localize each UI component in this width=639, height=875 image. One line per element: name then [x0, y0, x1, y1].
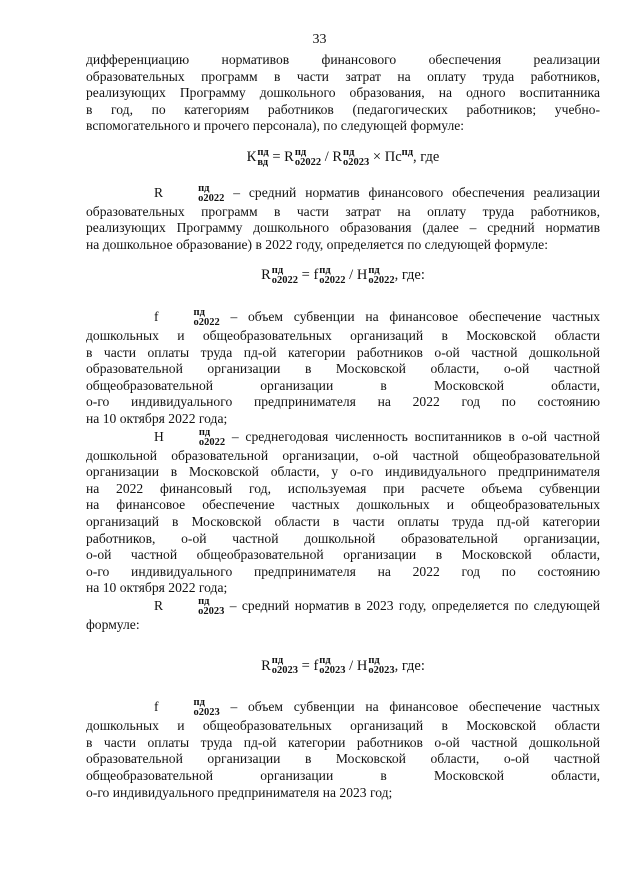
- definition-f-2023: [86, 698, 600, 801]
- definition-r-2023: [86, 597, 600, 634]
- definition-first-line: R пд о2022 – средний норматив финансового обеспечения реализации: [154, 182, 600, 204]
- text-line: общеобразовательной организации в Московской области,: [86, 377, 600, 393]
- symbol-k-vd: К пд вд: [246, 146, 269, 168]
- definition-first-line: f пд о2023 – объем субвенции на финансовое обеспечение частных: [154, 697, 600, 719]
- text-line: образовательных программ в части затрат на оплату труда работников,: [86, 68, 600, 84]
- formula-k-vd: К пд вд = R пд о2022 / R пд о2023 × $Пс^{пд}$, где: [246, 146, 440, 168]
- text-line: на финансовое обеспечение частных дошкольных и общеобразовательных: [86, 497, 600, 513]
- definition-first-line: f пд о2022 – объем субвенции на финансовое обеспечение частных: [154, 307, 600, 329]
- text-line: реализующих Программу дошкольного образования (далее – средний норматив: [86, 220, 600, 236]
- text-line: дифференциацию нормативов финансового обеспечения реализации: [86, 52, 600, 67]
- text-line: дошкольной образовательной организации, о-ой частной общеобразовательной: [86, 447, 600, 463]
- text-line: на 2022 финансовый год, используемая при расчете объема субвенции: [86, 480, 600, 496]
- text-line: на 10 октября 2022 года;: [86, 411, 228, 427]
- text-line: дошкольных и общеобразовательных организаций в Московской области: [86, 718, 600, 734]
- definition-first-line: Н пд о2022 – среднегодовая численность воспитанников в о-ой частной: [154, 426, 600, 448]
- formula-r-2023: R пд о2023 = f пд о2023 / Н пд о2023 , где:: [261, 655, 425, 677]
- symbol-r-2022: R пд о2022: [284, 146, 322, 168]
- page-number: 33: [312, 32, 327, 47]
- formula-r-2022: R пд о2022 = f пд о2022 / Н пд о2022 , где:: [261, 265, 425, 287]
- text-line: о-го индивидуального предпринимателя на 2023 год;: [86, 784, 393, 800]
- symbol-r-2023: R пд о2023: [332, 146, 370, 168]
- text-line: организации в Московской области, у о-го индивидуального предпринимателя: [86, 464, 600, 480]
- text-line: в части оплаты труда пд-ой категории работников о-ой частной дошкольной: [86, 344, 600, 360]
- text-line: образовательной организации в Московской области, о-ой частной: [86, 751, 600, 767]
- text-line: о-го индивидуального предпринимателя на 2022 год по состоянию: [86, 563, 600, 579]
- text-line: образовательной организации в Московской области, о-ой частной: [86, 361, 600, 377]
- document-body: [86, 52, 600, 801]
- text-line: формуле:: [86, 617, 140, 632]
- symbol-pc: $Пс^{пд}$: [384, 147, 414, 165]
- intro-paragraph: [86, 52, 600, 135]
- text-line: работников, о-ой частной дошкольной образовательной организации,: [86, 530, 600, 546]
- text-line: на дошкольное образование) в 2022 году, определяется по следующей формуле:: [86, 236, 548, 252]
- text-line: в части оплаты труда пд-ой категории работников о-ой частной дошкольной: [86, 734, 600, 750]
- text-line: общеобразовательной организации в Московской области,: [86, 768, 600, 784]
- text-line: о-ой частной общеобразовательной организации в Московской области,: [86, 547, 600, 563]
- definition-r-2022: [86, 184, 600, 254]
- definition-first-line: R пд о2023 – средний норматив в 2023 году, определяется по следующей: [154, 596, 600, 617]
- text-line: о-го индивидуального предпринимателя на 2022 год по состоянию: [86, 394, 600, 410]
- text-line: в год, по категориям работников (педагогических работников; учебно-: [86, 101, 600, 117]
- text-line: вспомогательного и прочего персонала), по следующей формуле:: [86, 118, 465, 134]
- text-line: на 10 октября 2022 года;: [86, 580, 228, 596]
- text-line: организаций в Московской области в части оплаты труда пд-ой категории: [86, 514, 600, 530]
- text-line: дошкольных и общеобразовательных организаций в Московской области: [86, 328, 600, 344]
- definition-h-2022: [86, 428, 600, 597]
- text-line: реализующих Программу дошкольного образования, на одного воспитанника: [86, 85, 600, 101]
- text-line: образовательных программ в части затрат на оплату труда работников,: [86, 203, 600, 219]
- definition-f-2022: [86, 308, 600, 428]
